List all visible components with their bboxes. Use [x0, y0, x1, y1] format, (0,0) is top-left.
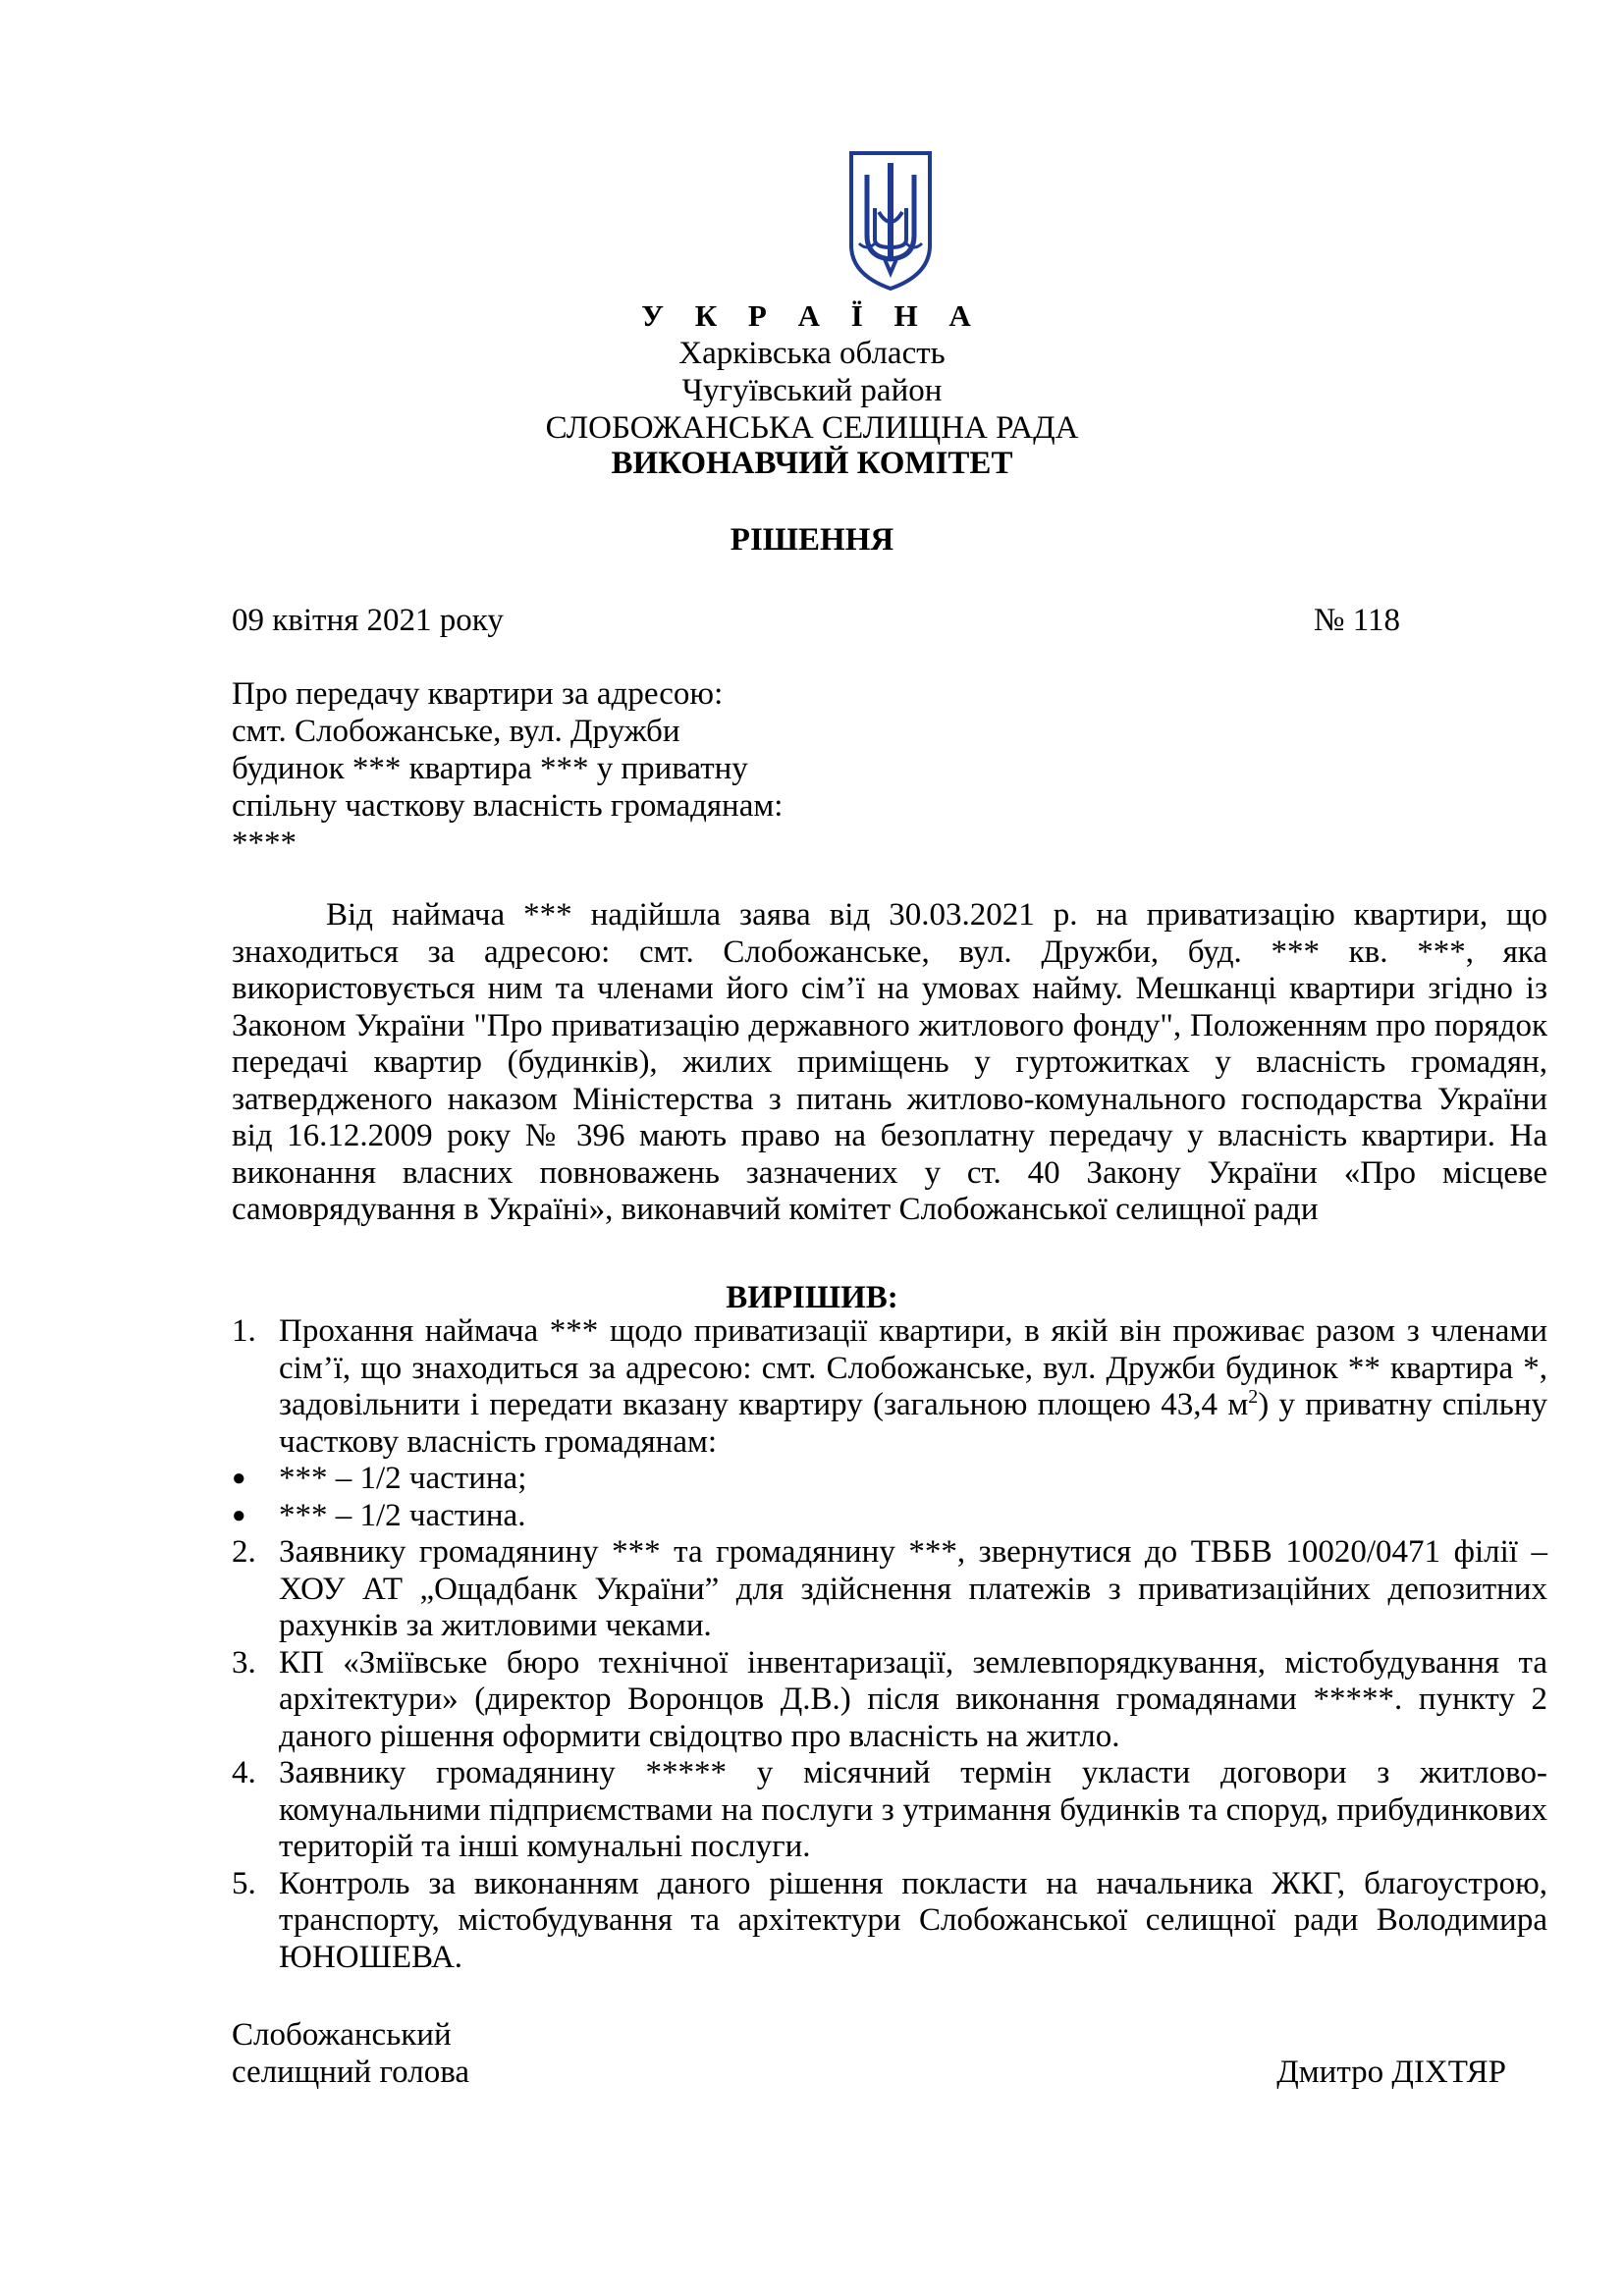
- share-bullet: [232, 1498, 1547, 1535]
- item-number: 5.: [232, 1865, 256, 1901]
- item-text: Заявнику громадянину *** та громадянину ***, звернутися до ТВБВ 10020/0471 філії – ХОУ АТ „Ощадбанк України” для здійснення платежів з приватизаційних депозитних рахунків за житловими чеками.: [279, 1534, 1547, 1643]
- resolution-item-2: [232, 1534, 1547, 1645]
- item-text: [279, 1313, 1547, 1461]
- resolution-item-1: [232, 1313, 1547, 1461]
- committee-name: ВИКОНАВЧИЙ КОМІТЕТ: [611, 446, 1013, 481]
- item-text: Заявнику громадянину ***** у місячний термін укласти договори з житлово-комунальними підприємствами на послуги з утримання будинків та споруд, прибудинкових територій та інші комунальні послуги.: [279, 1755, 1547, 1864]
- position-line: селищний голова: [232, 2055, 470, 2090]
- coat-of-arms-ukraine-icon: [845, 149, 936, 293]
- item-number: 2.: [232, 1534, 256, 1570]
- subject-line: спільну часткову власність громадянам:: [232, 788, 784, 824]
- subject-line: будинок *** квартира *** у приватну: [232, 751, 748, 786]
- signatory-name: Дмитро ДІХТЯР: [1276, 2055, 1506, 2090]
- subject-line: ****: [232, 826, 297, 861]
- country-name: У К Р А Ї Н А: [641, 298, 983, 333]
- item-text: Контроль за виконанням даного рішення покласти на начальника ЖКГ, благоустрою, транспорту, містобудування та архітектури Слобожанської селищної ради Володимира ЮНОШЕВА.: [279, 1865, 1547, 1975]
- rayon-name: Чугуївський район: [681, 373, 943, 408]
- decision-number: № 118: [1313, 603, 1400, 638]
- resolution-item-5: [232, 1866, 1547, 1977]
- subject-line: смт. Слобожанське, вул. Дружби: [232, 714, 680, 749]
- signatory-position: [232, 2016, 469, 2091]
- position-line: Слобожанський: [232, 2017, 452, 2053]
- resolution-item-3: [232, 1645, 1547, 1756]
- resolution-item-4: [232, 1755, 1547, 1866]
- bullet-text: *** – 1/2 частина;: [279, 1461, 527, 1496]
- item-text-part: ) у приватну спільну часткову власність громадянам:: [279, 1387, 1547, 1460]
- preamble-paragraph: Від наймача *** надійшла заява від 30.03.2021 р. на приватизацію квартири, що знаходиться за адресою: смт. Слобожанське, вул. Дружби, буд. *** кв. ***, яка використовується ним та членами його сім’ї на умовах найму. Мешканці квартири згідно із Законом України "Про приватизацію державного житлового фонду", Положенням про порядок передачі квартир (будинків), жилих приміщень у гуртожитках у власність громадян, затвердженого наказом Міністерства з питань житлово-комунального господарства України від 16.12.2009 року № 396 мають право на безоплатну передачу у власність квартири. На виконання власних повноважень зазначених у ст. 40 Закону України «Про місцеве самоврядування в Україні», виконавчий комітет Слобожанської селищної ради: [232, 897, 1547, 1227]
- decision-subject: [232, 675, 783, 862]
- item-text: КП «Зміївське бюро технічної інвентаризації, землевпорядкування, містобудування та архітектури» (директор Воронцов Д.В.) після виконання громадянами *****. пункту 2 даного рішення оформити свідоцтво про власність на житло.: [279, 1644, 1547, 1754]
- share-bullet: [232, 1461, 1547, 1498]
- bullet-text: *** – 1/2 частина.: [279, 1497, 526, 1533]
- item-number: 4.: [232, 1755, 256, 1790]
- oblast-name: Харківська область: [678, 336, 946, 371]
- decision-date: 09 квітня 2021 року: [232, 603, 504, 638]
- decision-title: РІШЕННЯ: [730, 522, 894, 558]
- resolved-heading: ВИРІШИВ:: [726, 1280, 898, 1315]
- item-number: 3.: [232, 1644, 256, 1681]
- council-name: СЛОБОЖАНСЬКА СЕЛИЩНА РАДА: [545, 410, 1079, 446]
- superscript: 2: [1248, 1386, 1259, 1408]
- bullet-icon: ●: [232, 1502, 246, 1528]
- subject-line: Про передачу квартири за адресою:: [232, 676, 724, 712]
- bullet-icon: ●: [232, 1466, 246, 1491]
- resolution-items: [232, 1313, 1547, 1976]
- item-text-part: Прохання наймача *** щодо приватизації квартири, в якій він проживає разом з членами сім’ї, що знаходиться за адресою: смт. Слобожанське, вул. Дружби будинок ** квартира *, задовільнити і передати вказану квартиру (загальною площею 43,4 м: [279, 1313, 1547, 1422]
- item-number: 1.: [232, 1313, 256, 1349]
